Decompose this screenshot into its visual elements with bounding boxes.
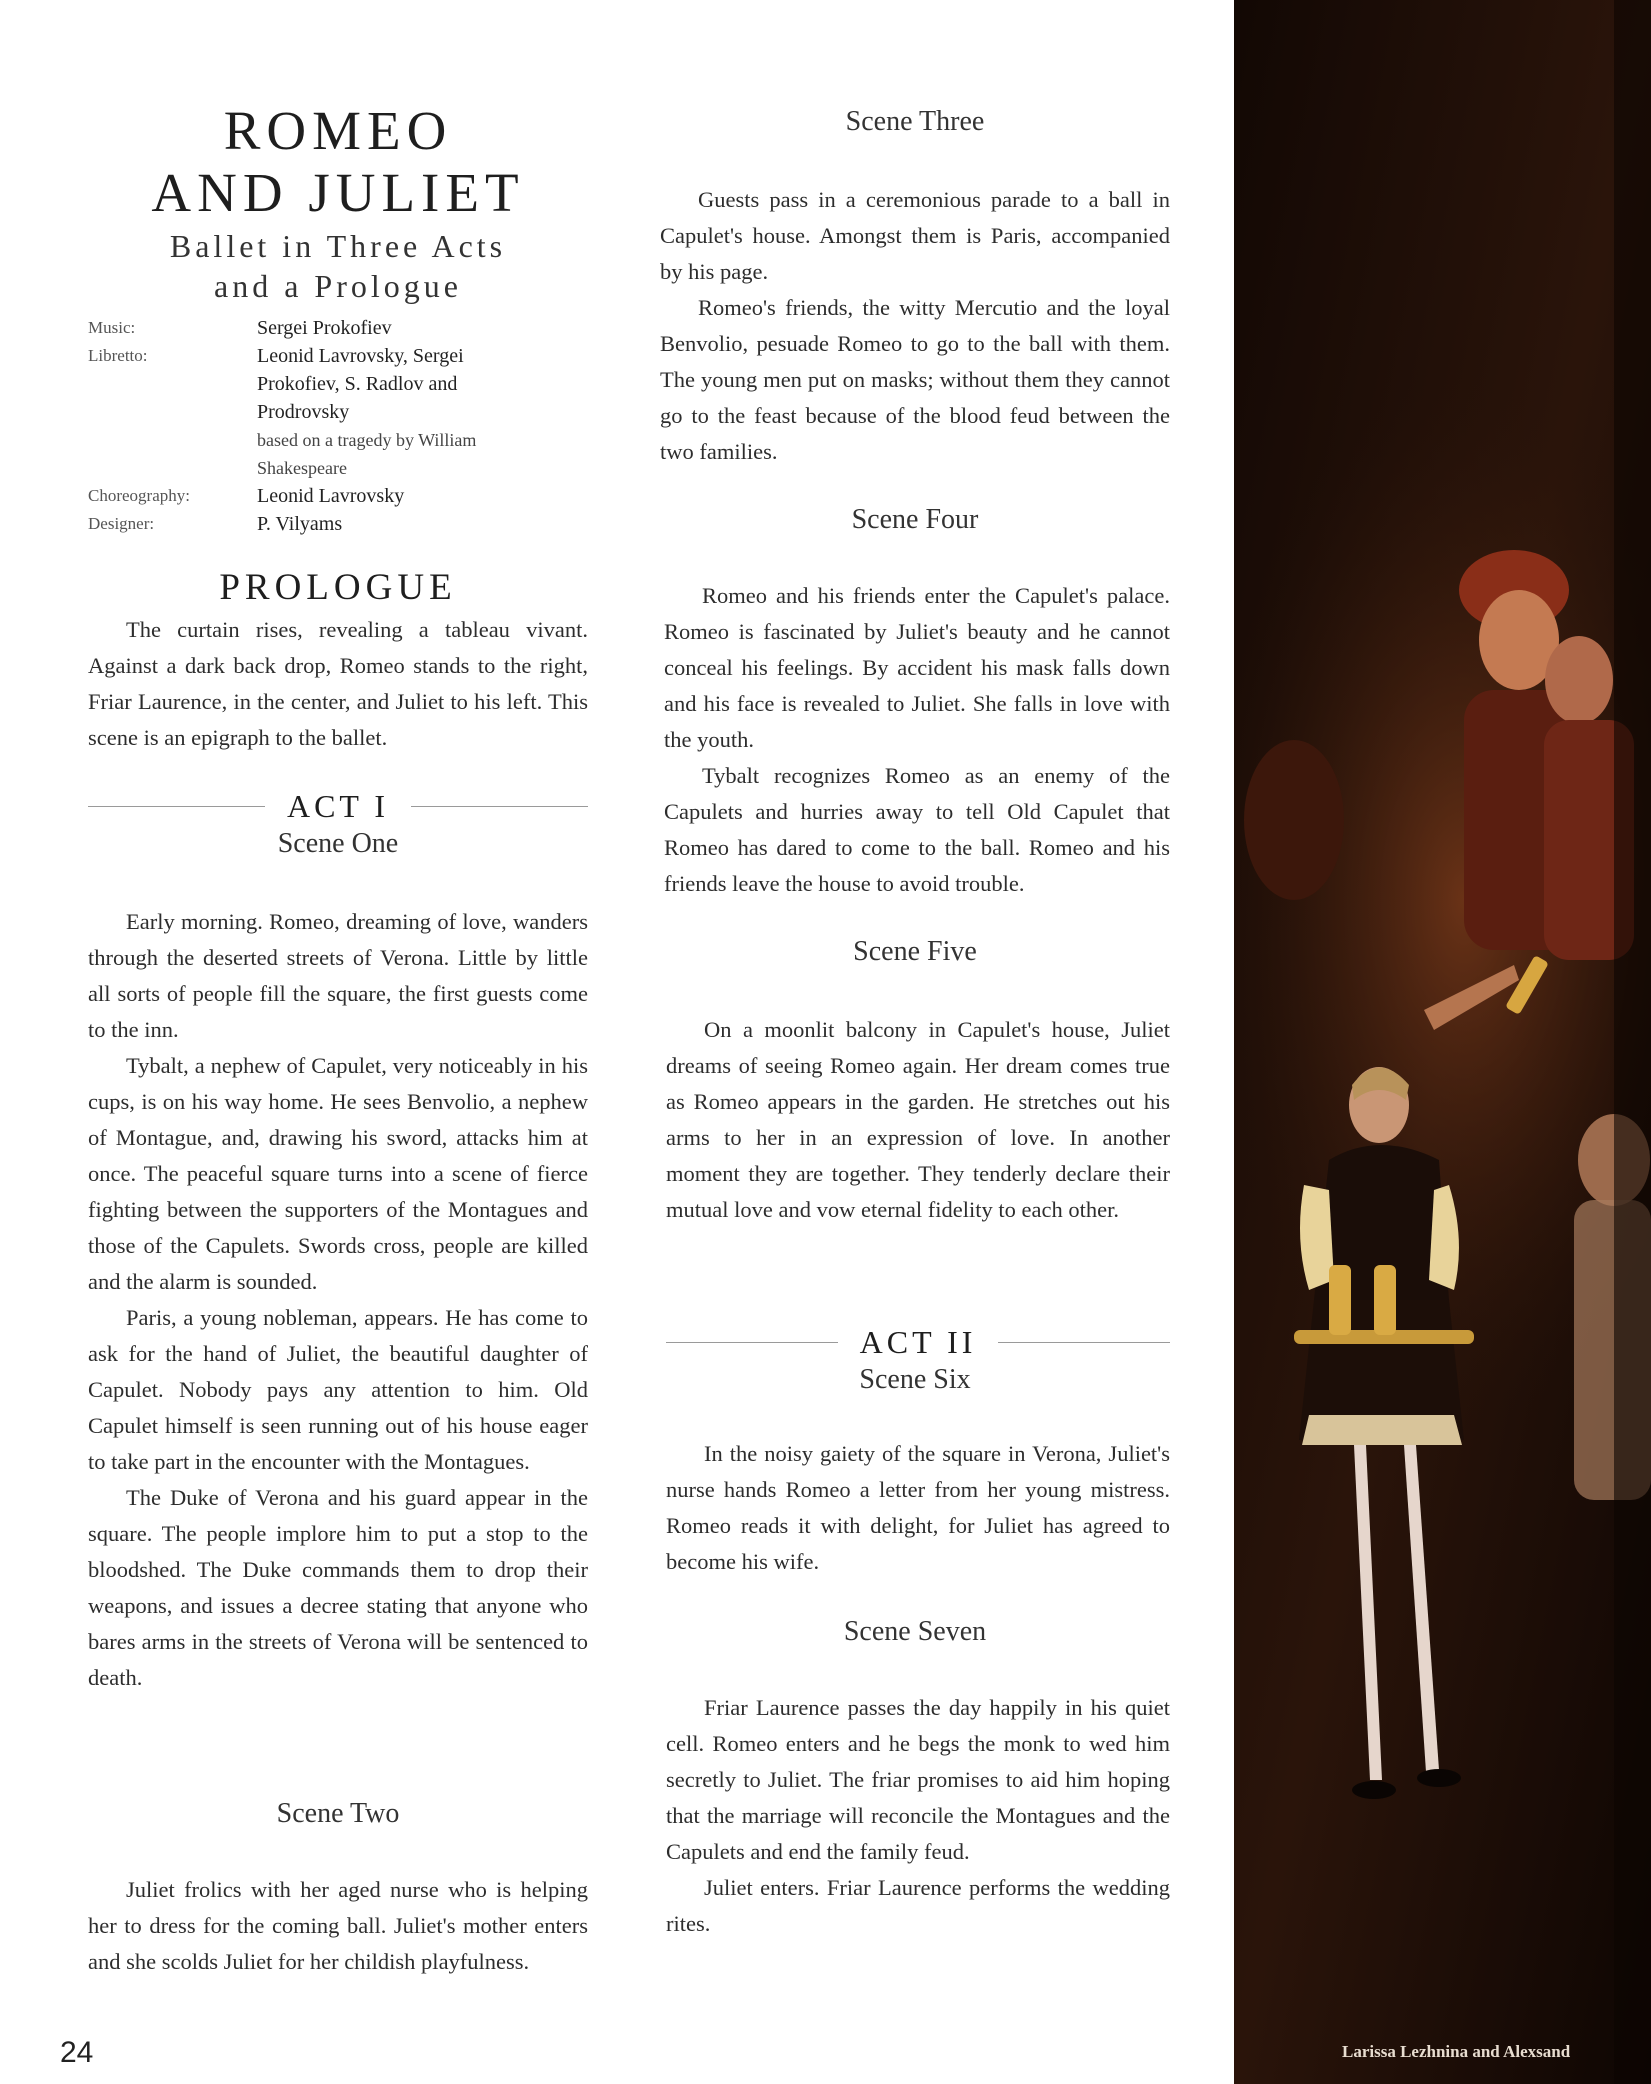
photo-caption: Larissa Lezhnina and Alexsand xyxy=(1342,2042,1571,2061)
paragraph: Guests pass in a ceremonious parade to a ball in Capulet's house. Amongst them is Paris, accompanied by his page. xyxy=(660,187,1170,284)
scene6-title: Scene Six xyxy=(859,1364,971,1395)
divider xyxy=(666,1342,838,1343)
act1-heading-rule xyxy=(88,788,588,825)
libretto-line: Leonid Lavrovsky, Sergei xyxy=(257,345,464,367)
paragraph: Paris, a young nobleman, appears. He has come to ask for the hand of Juliet, the beautiful daughter of Capulet. Nobody pays any attention to him. Old Capulet himself is seen running out of his house eager to take part in the encounter with the Montagues. xyxy=(88,1305,588,1474)
scene2-text xyxy=(88,1872,588,1980)
divider xyxy=(411,806,588,807)
libretto-line: based on a tragedy by William xyxy=(257,430,477,450)
paragraph: The Duke of Verona and his guard appear in the square. The people implore him to put a stop to the bloodshed. The Duke commands them to drop their weapons, and issues a decree stating that anyone who bares arms in the streets of Verona will be sentenced to death. xyxy=(88,1485,588,1690)
ballet-photo xyxy=(1234,0,1651,2084)
page-number: 24 xyxy=(60,2036,94,2069)
act1-heading: ACT I xyxy=(286,788,390,824)
scene1-title: Scene One xyxy=(277,828,399,859)
ballet-photo-illustration xyxy=(1234,0,1651,2084)
scene3-text xyxy=(660,182,1170,470)
choreography-value: Leonid Lavrovsky xyxy=(257,485,405,507)
designer-label: Designer: xyxy=(88,514,155,533)
paragraph: Tybalt recognizes Romeo as an enemy of the Capulets and hurries away to tell Old Capulet that Romeo has dared to come to the ball. Romeo and his friends leave the house to avoid trouble. xyxy=(664,763,1170,896)
scene4-text xyxy=(664,578,1170,902)
designer-value: P. Vilyams xyxy=(257,513,343,535)
paragraph: In the noisy gaiety of the square in Verona, Juliet's nurse hands Romeo a letter from her young mistress. Romeo reads it with delight, for Juliet has agreed to become his wife. xyxy=(666,1441,1170,1574)
music-label: Music: xyxy=(88,318,136,337)
libretto-value xyxy=(257,342,557,482)
libretto-line: Shakespeare xyxy=(257,458,347,478)
paragraph: On a moonlit balcony in Capulet's house, Juliet dreams of seeing Romeo again. Her dream comes true as Romeo appears in the garden. He stretches out his arms to her in an expression of love. In another moment they are together. They tenderly declare their mutual love and vow eternal fidelity to each other. xyxy=(666,1017,1170,1222)
act2-heading-rule xyxy=(666,1324,1170,1361)
scene5-title: Scene Five xyxy=(853,936,977,967)
scene4-title: Scene Four xyxy=(851,504,979,535)
subtitle-line1: Ballet in Three Acts xyxy=(169,228,507,264)
divider xyxy=(998,1342,1170,1343)
paragraph: Tybalt, a nephew of Capulet, very noticeably in his cups, is on his way home. He sees Benvolio, a nephew of Montague, and, drawing his sword, attacks him at once. The peaceful square turns into a scene of fierce fighting between the supporters of the Montagues and those of the Capulets. Swords cross, people are killed and the alarm is sounded. xyxy=(88,1053,588,1294)
libretto-line: Prodrovsky xyxy=(257,401,350,423)
act2-heading: ACT II xyxy=(859,1324,977,1360)
paragraph: Early morning. Romeo, dreaming of love, wanders through the deserted streets of Verona. Little by little all sorts of people fill the square, the first guests come to the inn. xyxy=(88,909,588,1042)
page-title-line1: ROMEO xyxy=(223,100,453,161)
prologue-text xyxy=(88,612,588,756)
credits-table xyxy=(88,314,557,538)
paragraph: Friar Laurence passes the day happily in his quiet cell. Romeo enters and he begs the monk to wed him secretly to Juliet. The friar promises to aid him hoping that the marriage will reconcile the Montagues and the Capulets and end the family feud. xyxy=(666,1695,1170,1864)
subtitle-line2: and a Prologue xyxy=(214,268,462,304)
scene3-title: Scene Three xyxy=(845,106,985,137)
music-value: Sergei Prokofiev xyxy=(257,317,392,339)
paragraph: Juliet frolics with her aged nurse who is helping her to dress for the coming ball. Juliet's mother enters and she scolds Juliet for her childish playfulness. xyxy=(88,1877,588,1974)
paragraph: Juliet enters. Friar Laurence performs the wedding rites. xyxy=(666,1875,1170,1936)
scene2-title: Scene Two xyxy=(276,1798,400,1829)
scene1-text xyxy=(88,904,588,1696)
paragraph: Romeo and his friends enter the Capulet's palace. Romeo is fascinated by Juliet's beauty and he cannot conceal his feelings. By accident his mask falls down and his face is revealed to Juliet. She falls in love with the youth. xyxy=(664,583,1170,752)
divider xyxy=(88,806,265,807)
scene5-text xyxy=(666,1012,1170,1228)
paragraph: Romeo's friends, the witty Mercutio and the loyal Benvolio, pesuade Romeo to go to the ball with them. The young men put on masks; without them they cannot go to the feast because of the blood feud between the two families. xyxy=(660,295,1170,464)
page-title-line2: AND JULIET xyxy=(151,162,525,223)
libretto-line: Prokofiev, S. Radlov and xyxy=(257,373,458,395)
scene7-title: Scene Seven xyxy=(843,1616,987,1647)
title-block xyxy=(88,100,588,304)
choreography-label: Choreography: xyxy=(88,486,190,505)
paragraph: The curtain rises, revealing a tableau vivant. Against a dark back drop, Romeo stands to the right, Friar Laurence, in the center, and Juliet to his left. This scene is an epigraph to the ballet. xyxy=(88,617,588,750)
scene6-text xyxy=(666,1436,1170,1580)
libretto-label: Libretto: xyxy=(88,346,148,365)
prologue-heading: PROLOGUE xyxy=(219,567,457,608)
scene7-text xyxy=(666,1690,1170,1942)
